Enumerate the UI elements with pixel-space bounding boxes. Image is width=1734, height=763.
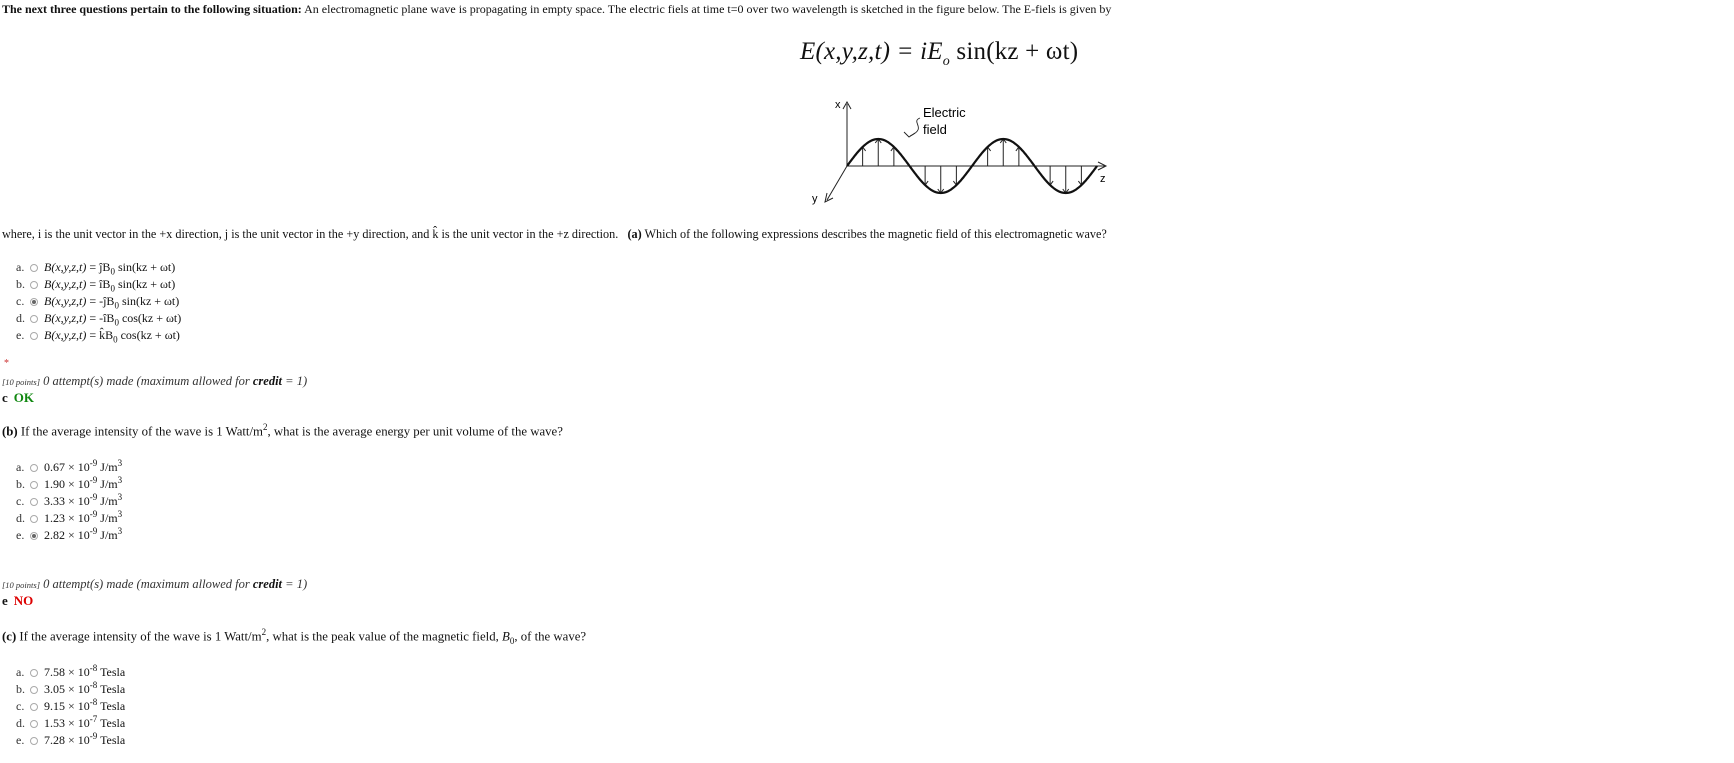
option-a[interactable]: a. $7.58 \times 10^{-8}$ Tesla <box>16 663 126 679</box>
field-label-line1: Electric <box>923 105 966 120</box>
option-b[interactable]: b. $1.90 \times 10^{-9}$ $J/m^3$ <box>16 475 123 491</box>
option-b-radio[interactable] <box>30 481 38 489</box>
option-c[interactable]: c. $3.33 \times 10^{-9}$ $J/m^3$ <box>16 492 123 508</box>
question-c-text: (c) If the average intensity of the wave is 1 Watt/$m^2$, what is the peak value of the magnetic field, $B_0$, of the wave? <box>2 627 587 646</box>
eq-sub: o <box>942 54 950 69</box>
option-c-radio[interactable] <box>30 703 38 711</box>
question-a-result <box>2 390 34 406</box>
question-c-options <box>16 660 125 745</box>
option-b-radio[interactable] <box>30 281 38 289</box>
question-a-text <box>2 227 1107 242</box>
option-e[interactable]: e. $2.82 \times 10^{-9}$ $J/m^3$ <box>16 526 123 542</box>
option-a[interactable]: a. $B(x,y,z,t) = ĵB_0$ sin(kz + ωt) <box>16 260 176 277</box>
option-a-radio[interactable] <box>30 464 38 472</box>
option-d[interactable]: d. $B(x,y,z,t) = -îB_0$ cos(kz + ωt) <box>16 311 182 328</box>
status-ok-badge: OK <box>13 390 35 405</box>
question-a-options <box>16 259 181 344</box>
option-e-radio[interactable] <box>30 532 38 540</box>
question-b-options <box>16 455 122 540</box>
wave-figure <box>800 96 1120 208</box>
question-b-text: (b) If the average intensity of the wave is 1 Watt/$m^2$, what is the average energy per unit volume of the wave? <box>2 422 563 439</box>
intro-paragraph <box>2 2 1111 17</box>
option-c-radio[interactable] <box>30 298 38 306</box>
question-b-result <box>2 593 33 609</box>
required-star: * <box>4 358 9 369</box>
option-b-radio[interactable] <box>30 686 38 694</box>
field-label-line2: field <box>923 122 947 137</box>
unit-vector-text: where, i is the unit vector in the +x direction, j is the unit vector in the +y direction, and k̂ is the unit vector in the +z direction. <box>2 227 619 241</box>
question-a-prompt: Which of the following expressions describes the magnetic field of this electromagnetic wave? <box>641 227 1107 241</box>
option-c[interactable]: c. $B(x,y,z,t) = -ĵB_0$ sin(kz + ωt) <box>16 294 180 311</box>
option-d-radio[interactable] <box>30 720 38 728</box>
electric-field-equation <box>800 38 1078 70</box>
intro-text: An electromagnetic plane wave is propagating in empty space. The electric fiels at time t=0 over two wavelength is sketched in the figure below. The E-fiels is given by <box>301 2 1112 16</box>
option-a-radio[interactable] <box>30 264 38 272</box>
question-b-attempts: [10 points] 0 attempt(s) made (maximum allowed for credit = 1) <box>2 577 308 591</box>
option-d[interactable]: d. $1.23 \times 10^{-9}$ $J/m^3$ <box>16 509 123 525</box>
question-b-answer: e <box>2 593 8 608</box>
option-a-radio[interactable] <box>30 669 38 677</box>
option-d-radio[interactable] <box>30 315 38 323</box>
question-a-attempts: [10 points] 0 attempt(s) made (maximum allowed for credit = 1) <box>2 374 308 388</box>
option-c[interactable]: c. $9.15 \times 10^{-8}$ Tesla <box>16 697 126 713</box>
question-a-label: (a) <box>627 227 642 241</box>
option-d-radio[interactable] <box>30 515 38 523</box>
question-a-answer: c <box>2 390 8 405</box>
intro-bold: The next three questions pertain to the following situation: <box>2 2 302 16</box>
eq-rhs: sin(kz + ωt) <box>949 38 1079 65</box>
option-a[interactable]: a. $0.67 \times 10^{-9}$ $J/m^3$ <box>16 458 123 474</box>
eq-E: E <box>927 38 943 65</box>
option-e-radio[interactable] <box>30 737 38 745</box>
x-axis-label: x <box>835 99 841 111</box>
z-axis-label: z <box>1100 173 1106 185</box>
option-b[interactable]: b. $B(x,y,z,t) = îB_0$ sin(kz + ωt) <box>16 277 176 294</box>
option-e-radio[interactable] <box>30 332 38 340</box>
option-e[interactable]: e. $7.28 \times 10^{-9}$ Tesla <box>16 731 126 747</box>
option-c-radio[interactable] <box>30 498 38 506</box>
eq-i: i <box>920 38 928 65</box>
eq-lhs: E(x,y,z,t) = <box>800 38 921 65</box>
y-axis-label: y <box>812 193 818 205</box>
option-d[interactable]: d. $1.53 \times 10^{-7}$ Tesla <box>16 714 126 730</box>
y-axis <box>827 166 847 200</box>
status-no-badge: NO <box>13 593 34 608</box>
field-pointer-arrow-icon <box>904 132 915 137</box>
option-e[interactable]: e. $B(x,y,z,t) = k̂B_0$ cos(kz + ωt) <box>16 328 180 345</box>
option-b[interactable]: b. $3.05 \times 10^{-8}$ Tesla <box>16 680 126 696</box>
